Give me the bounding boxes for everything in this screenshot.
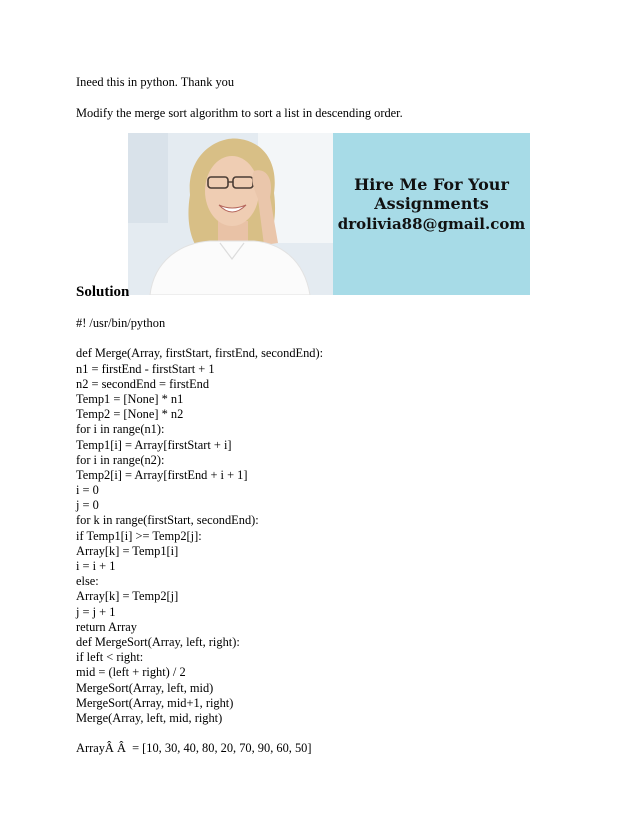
intro-text: Ineed this in python. Thank you [76, 75, 235, 89]
code-line: n2 = secondEnd = firstEnd [76, 376, 210, 391]
banner-email: drolivia88@gmail.com [337, 215, 526, 233]
code-line: j = j + 1 [76, 604, 116, 619]
woman-photo [128, 133, 333, 295]
code-line: n1 = firstEnd - firstStart + 1 [76, 361, 215, 376]
code-line: return Array [76, 619, 137, 634]
code-line: j = 0 [76, 498, 99, 513]
code-line: if Temp1[i] >= Temp2[j]: [76, 528, 202, 543]
code-line: for i in range(n1): [76, 422, 165, 437]
code-line: Temp1[i] = Array[firstStart + i] [76, 437, 232, 452]
code-line: Merge(Array, left, mid, right) [76, 710, 223, 725]
python-code-block [76, 316, 323, 756]
solution-heading: Solution [76, 284, 130, 300]
code-line [76, 726, 323, 741]
question-text: Modify the merge sort algorithm to sort a list in descending order. [76, 106, 403, 120]
code-line: MergeSort(Array, mid+1, right) [76, 695, 234, 710]
code-line: Temp2 = [None] * n2 [76, 407, 184, 422]
code-line: Array[k] = Temp2[j] [76, 589, 179, 604]
banner-title-line-2: Assignments [374, 194, 489, 213]
code-line: Array[k] = Temp1[i] [76, 543, 179, 558]
code-line: def Merge(Array, firstStart, firstEnd, secondEnd): [76, 346, 324, 361]
code-line: #! /usr/bin/python [76, 316, 166, 330]
code-line: MergeSort(Array, left, mid) [76, 680, 214, 695]
code-line: if left < right: [76, 650, 144, 665]
code-line: else: [76, 574, 99, 589]
code-line: i = i + 1 [76, 559, 116, 573]
hire-me-banner-image [128, 133, 530, 295]
code-line: def MergeSort(Array, left, right): [76, 634, 240, 649]
code-line: for i in range(n2): [76, 452, 165, 467]
code-line: Temp1 = [None] * n1 [76, 391, 184, 406]
banner-text-panel [333, 133, 530, 295]
banner-title-line-1: Hire Me For Your [354, 175, 509, 194]
code-line: Temp2[i] = Array[firstEnd + i + 1] [76, 467, 248, 482]
code-line [76, 331, 323, 346]
code-line: mid = (left + right) / 2 [76, 665, 186, 680]
code-line: ArrayÂ Â = [10, 30, 40, 80, 20, 70, 90, 60, 50] [76, 741, 312, 756]
code-line: i = 0 [76, 483, 99, 498]
code-line: for k in range(firstStart, secondEnd): [76, 513, 259, 528]
